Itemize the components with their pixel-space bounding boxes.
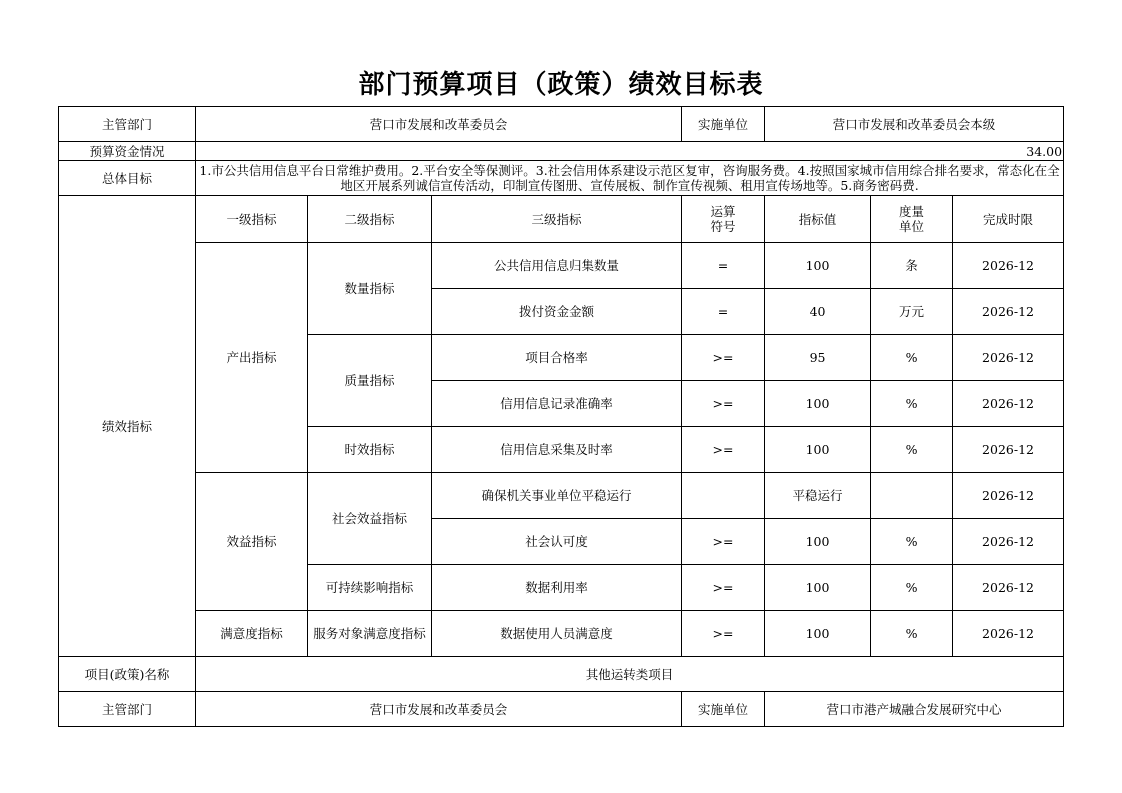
indicator-name: 信用信息采集及时率 <box>432 427 682 473</box>
indicator-name: 公共信用信息归集数量 <box>432 243 682 289</box>
indicator-unit: 条 <box>871 243 953 289</box>
group-social: 社会效益指标 <box>308 473 432 565</box>
indicator-name: 项目合格率 <box>432 335 682 381</box>
indicator-value: 100 <box>765 381 871 427</box>
unit-value: 营口市发展和改革委员会本级 <box>765 107 1064 142</box>
budget-label: 预算资金情况 <box>59 142 196 161</box>
indicator-value: 95 <box>765 335 871 381</box>
col-value: 指标值 <box>765 196 871 243</box>
col-op-line2: 符号 <box>710 219 736 234</box>
indicator-op: >= <box>682 565 765 611</box>
project-name-value: 其他运转类项目 <box>196 657 1064 692</box>
indicator-value: 40 <box>765 289 871 335</box>
budget-value: 34.00 <box>196 142 1064 161</box>
indicator-name: 数据使用人员满意度 <box>432 611 682 657</box>
indicator-op <box>682 473 765 519</box>
project-name-row <box>59 657 1064 692</box>
indicator-unit: % <box>871 565 953 611</box>
indicator-value: 100 <box>765 243 871 289</box>
indicator-deadline: 2026-12 <box>953 473 1064 519</box>
indicator-deadline: 2026-12 <box>953 381 1064 427</box>
col-unit-line2: 单位 <box>899 219 925 234</box>
unit-label: 实施单位 <box>682 107 765 142</box>
indicator-value: 100 <box>765 611 871 657</box>
dept-label: 主管部门 <box>59 107 196 142</box>
indicator-unit <box>871 473 953 519</box>
indicator-deadline: 2026-12 <box>953 565 1064 611</box>
indicator-value: 100 <box>765 565 871 611</box>
col-level1: 一级指标 <box>196 196 308 243</box>
performance-target-table <box>58 106 1064 727</box>
indicator-unit: % <box>871 427 953 473</box>
indicator-op: = <box>682 289 765 335</box>
next-dept-value: 营口市发展和改革委员会 <box>196 692 682 727</box>
group-satisfaction: 满意度指标 <box>196 611 308 657</box>
indicator-unit: % <box>871 381 953 427</box>
indicator-name: 社会认可度 <box>432 519 682 565</box>
goal-value: 1.市公共信用信息平台日常维护费用。2.平台安全等保测评。3.社会信用体系建设示范区复审，咨询服务费。4.按照国家城市信用综合排名要求，常态化在全地区开展系列诚信宣传活动，印制宣传图册、宣传展板、制作宣传视频、租用宣传场地等。5.商务密码费. <box>196 161 1064 196</box>
dept-value: 营口市发展和改革委员会 <box>196 107 682 142</box>
col-op <box>682 196 765 243</box>
dept-row <box>59 107 1064 142</box>
indicator-unit: 万元 <box>871 289 953 335</box>
indicator-op: >= <box>682 611 765 657</box>
group-sustain: 可持续影响指标 <box>308 565 432 611</box>
indicator-name: 信用信息记录准确率 <box>432 381 682 427</box>
indicator-deadline: 2026-12 <box>953 427 1064 473</box>
indicator-deadline: 2026-12 <box>953 243 1064 289</box>
indicator-value: 平稳运行 <box>765 473 871 519</box>
group-timeliness: 时效指标 <box>308 427 432 473</box>
indicator-unit: % <box>871 611 953 657</box>
table-row <box>59 611 1064 657</box>
table-row <box>59 243 1064 289</box>
group-benefit: 效益指标 <box>196 473 308 611</box>
indicator-op: >= <box>682 335 765 381</box>
col-level2: 二级指标 <box>308 196 432 243</box>
indicator-op: = <box>682 243 765 289</box>
col-unit <box>871 196 953 243</box>
indicator-value: 100 <box>765 519 871 565</box>
indicator-value: 100 <box>765 427 871 473</box>
indicator-unit: % <box>871 335 953 381</box>
next-unit-value: 营口市港产城融合发展研究中心 <box>765 692 1064 727</box>
group-output: 产出指标 <box>196 243 308 473</box>
indicator-deadline: 2026-12 <box>953 289 1064 335</box>
indicator-op: >= <box>682 519 765 565</box>
group-quality: 质量指标 <box>308 335 432 427</box>
col-op-line1: 运算 <box>710 204 736 219</box>
group-service: 服务对象满意度指标 <box>308 611 432 657</box>
indicator-deadline: 2026-12 <box>953 335 1064 381</box>
indicator-deadline: 2026-12 <box>953 611 1064 657</box>
column-header-row <box>59 196 1064 243</box>
indicator-name: 数据利用率 <box>432 565 682 611</box>
page-title: 部门预算项目（政策）绩效目标表 <box>358 70 764 100</box>
next-unit-label: 实施单位 <box>682 692 765 727</box>
indicator-name: 拨付资金金额 <box>432 289 682 335</box>
indicator-op: >= <box>682 427 765 473</box>
goal-row <box>59 161 1064 196</box>
next-dept-row <box>59 692 1064 727</box>
col-level3: 三级指标 <box>432 196 682 243</box>
budget-row <box>59 142 1064 161</box>
next-dept-label: 主管部门 <box>59 692 196 727</box>
group-quantity: 数量指标 <box>308 243 432 335</box>
col-unit-line1: 度量 <box>899 204 925 219</box>
col-deadline: 完成时限 <box>953 196 1064 243</box>
project-name-label: 项目(政策)名称 <box>59 657 196 692</box>
indicator-deadline: 2026-12 <box>953 519 1064 565</box>
indicator-unit: % <box>871 519 953 565</box>
table-row <box>59 473 1064 519</box>
indicator-name: 确保机关事业单位平稳运行 <box>432 473 682 519</box>
perf-label: 绩效指标 <box>59 196 196 657</box>
indicator-op: >= <box>682 381 765 427</box>
goal-label: 总体目标 <box>59 161 196 196</box>
